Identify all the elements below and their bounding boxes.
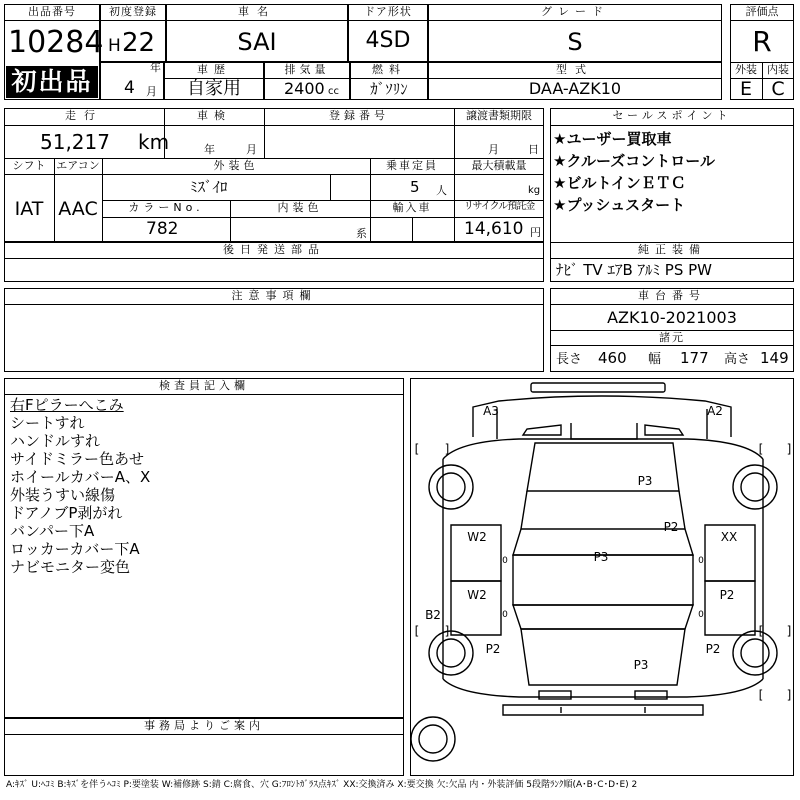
height-value: 149: [760, 349, 789, 367]
damage-mark: P2: [663, 520, 679, 534]
grade-value: S: [567, 28, 583, 56]
trunk-panel: [521, 629, 685, 685]
registration-year: 22: [122, 28, 156, 58]
bracket-mark: [: [414, 624, 420, 638]
damage-mark: W2: [467, 530, 487, 544]
car-name-value: SAI: [237, 28, 277, 56]
rear-light-right: [635, 691, 667, 699]
max-load-unit: kg: [528, 185, 541, 196]
body-rear-outline: [443, 679, 763, 697]
bracket-mark: ]: [444, 624, 450, 638]
width-label: 幅: [648, 352, 662, 367]
front-right-wheel: [733, 465, 777, 509]
caution-label: 注意事項欄: [231, 289, 317, 302]
damage-mark: B2: [425, 608, 441, 622]
equipment-value: ﾅﾋﾞ TV ｴｱB ｱﾙﾐ PS PW: [556, 261, 712, 279]
damage-mark: P3: [593, 550, 609, 564]
inspection-year-unit: 年: [204, 143, 215, 156]
bracket-mark: ]: [786, 688, 792, 702]
inspector-label: 検査員記入欄: [159, 379, 249, 392]
exterior-label: 外装: [735, 63, 757, 76]
spare-wheel: [411, 717, 455, 761]
lot-label: 出品番号: [28, 5, 76, 18]
damage-mark: P3: [633, 658, 649, 672]
rear-right-wheel: [733, 631, 777, 675]
model-label: 型式: [556, 63, 594, 76]
car-diagram-svg: [411, 379, 795, 777]
rear-bumper: [503, 705, 703, 715]
fuel-value: ｶﾞｿﾘﾝ: [370, 80, 408, 98]
length-label: 長さ: [556, 352, 583, 367]
color-no-label: カラーNo.: [128, 201, 204, 214]
inspector-note: ナビモニター変色: [10, 558, 131, 576]
sales-point-item: ★クルーズコントロール: [553, 152, 715, 170]
height-label: 高さ: [724, 352, 751, 367]
damage-mark: P2: [485, 642, 501, 656]
exterior-color-value: ﾐｽﾞｲﾛ: [190, 178, 228, 196]
first-listing-badge: 初出品: [6, 66, 98, 98]
grade-label: グレード: [541, 5, 609, 18]
rear-left-wheel: [429, 631, 473, 675]
body-front-outline: [443, 439, 763, 459]
inspector-note: ドアノブP剥がれ: [10, 504, 123, 522]
fuel-label: 燃料: [372, 63, 406, 76]
registration-month-unit: 月: [146, 85, 157, 98]
chassis-label: 車台番号: [638, 289, 706, 302]
interior-color-unit: 系: [356, 227, 367, 240]
damage-mark: P2: [705, 642, 721, 656]
registration-year-unit: 年: [150, 61, 161, 74]
office-label: 事務局よりご案内: [144, 719, 264, 732]
inspector-note: バンパー下A: [10, 522, 95, 540]
front-bumper: [473, 396, 731, 437]
bracket-mark: [: [758, 688, 764, 702]
sales-point-item: ★ビルトインＥＴＣ: [553, 174, 686, 192]
sales-point-item: ★プッシュスタート: [553, 196, 686, 214]
damage-mark: P3: [637, 474, 653, 488]
bracket-mark: ]: [786, 442, 792, 456]
registration-month: 4: [124, 78, 135, 98]
inspection-month-unit: 月: [246, 143, 257, 156]
chassis-value: AZK10-2021003: [607, 308, 737, 327]
exterior-color-label: 外装色: [213, 159, 259, 172]
width-value: 177: [680, 349, 709, 367]
recycle-unit: 円: [530, 226, 541, 239]
import-label: 輸入車: [392, 201, 432, 214]
model-value: DAA-AZK10: [528, 79, 622, 98]
rear-window: [513, 605, 693, 629]
shift-value: IAT: [14, 198, 44, 220]
shift-label: シフト: [12, 159, 46, 172]
inspector-note: 外装うすい線傷: [10, 486, 116, 504]
interior-color-label: 内装色: [277, 201, 323, 214]
tire-mark: 0: [698, 610, 704, 620]
recycle-label: リサイクル預託金: [463, 201, 535, 212]
aircon-value: AAC: [58, 198, 98, 220]
later-parts-label: 後日発送部品: [223, 243, 325, 256]
damage-mark: P2: [719, 588, 735, 602]
max-load-label: 最大積載量: [471, 159, 527, 172]
transfer-day-unit: 日: [528, 143, 539, 156]
specs-label: 諸元: [659, 331, 685, 344]
vehicle-info-box: [4, 108, 544, 242]
displacement-value: 2400: [284, 79, 325, 98]
transfer-deadline-label: 譲渡書類期限: [466, 109, 532, 122]
inspection-label: 車検: [197, 109, 231, 122]
recycle-value: 14,610: [464, 219, 524, 239]
door-type-label: ドア形状: [364, 5, 412, 18]
color-no-value: 782: [146, 219, 179, 239]
interior-label: 内装: [767, 63, 789, 76]
interior-rating: C: [771, 78, 785, 100]
aircon-label: エアコン: [56, 159, 100, 172]
front-left-wheel: [429, 465, 473, 509]
tire-mark: 0: [698, 556, 704, 566]
displacement-unit: cc: [328, 86, 339, 97]
displacement-label: 排気量: [284, 63, 330, 76]
length-value: 460: [598, 349, 627, 367]
inspector-note: 右Fピラーへこみ: [10, 396, 124, 414]
tire-mark: 0: [502, 556, 508, 566]
damage-mark: W2: [467, 588, 487, 602]
sales-point-item: ★ユーザー買取車: [553, 130, 672, 148]
rear-light-left: [539, 691, 571, 699]
exterior-rating: E: [739, 78, 752, 100]
era: H: [108, 36, 121, 56]
transfer-month-unit: 月: [488, 143, 499, 156]
history-value: 自家用: [187, 78, 241, 99]
rating-value: R: [752, 25, 772, 58]
damage-mark: A2: [707, 404, 723, 418]
mileage-unit: km: [138, 130, 170, 154]
registration-number-label: 登録番号: [329, 109, 389, 122]
inspector-note: ハンドルすれ: [10, 432, 101, 450]
sales-points-label: セールスポイント: [612, 109, 732, 122]
inspector-note: シートすれ: [10, 414, 85, 432]
hood-panel: [527, 443, 679, 491]
front-bumper-strip: [531, 383, 665, 392]
bracket-mark: ]: [444, 442, 450, 456]
mileage-label: 走行: [65, 109, 103, 122]
lot-number: 10284: [8, 25, 104, 60]
capacity-value: 5: [410, 178, 420, 196]
bracket-mark: [: [758, 624, 764, 638]
car-name-label: 車名: [238, 5, 276, 18]
inspector-note: ホイールカバーA、X: [10, 468, 151, 486]
equipment-label: 純正装備: [638, 243, 706, 256]
inspector-note: サイドミラー色あせ: [10, 450, 144, 468]
capacity-label: 乗車定員: [386, 159, 438, 172]
damage-mark: XX: [720, 530, 738, 544]
tire-mark: 0: [502, 610, 508, 620]
door-type-value: 4SD: [365, 28, 411, 53]
damage-mark: A3: [483, 404, 499, 418]
rating-label: 評価点: [745, 5, 779, 18]
inspector-note: ロッカーカバー下A: [10, 540, 140, 558]
history-label: 車歴: [197, 63, 231, 76]
bracket-mark: [: [414, 442, 420, 456]
mileage-value: 51,217: [40, 130, 110, 154]
first-registration-label: 初度登録: [109, 5, 157, 18]
bracket-mark: [: [758, 442, 764, 456]
capacity-unit: 人: [436, 184, 447, 197]
bracket-mark: ]: [786, 624, 792, 638]
car-diagram: [410, 378, 794, 776]
legend: A:ｷｽﾞ U:ﾍｺﾐ B:ｷｽﾞを伴うﾍｺﾐ P:要塗装 W:補修跡 S:錆 C:腐食、穴 G:ﾌﾛﾝﾄｶﾞﾗｽ点ｷｽﾞ XX:交換済み X:要交換 欠:欠品 内・外装評価 5段階ﾗﾝｸ順(A･B･C･D･E) 2: [6, 780, 638, 790]
